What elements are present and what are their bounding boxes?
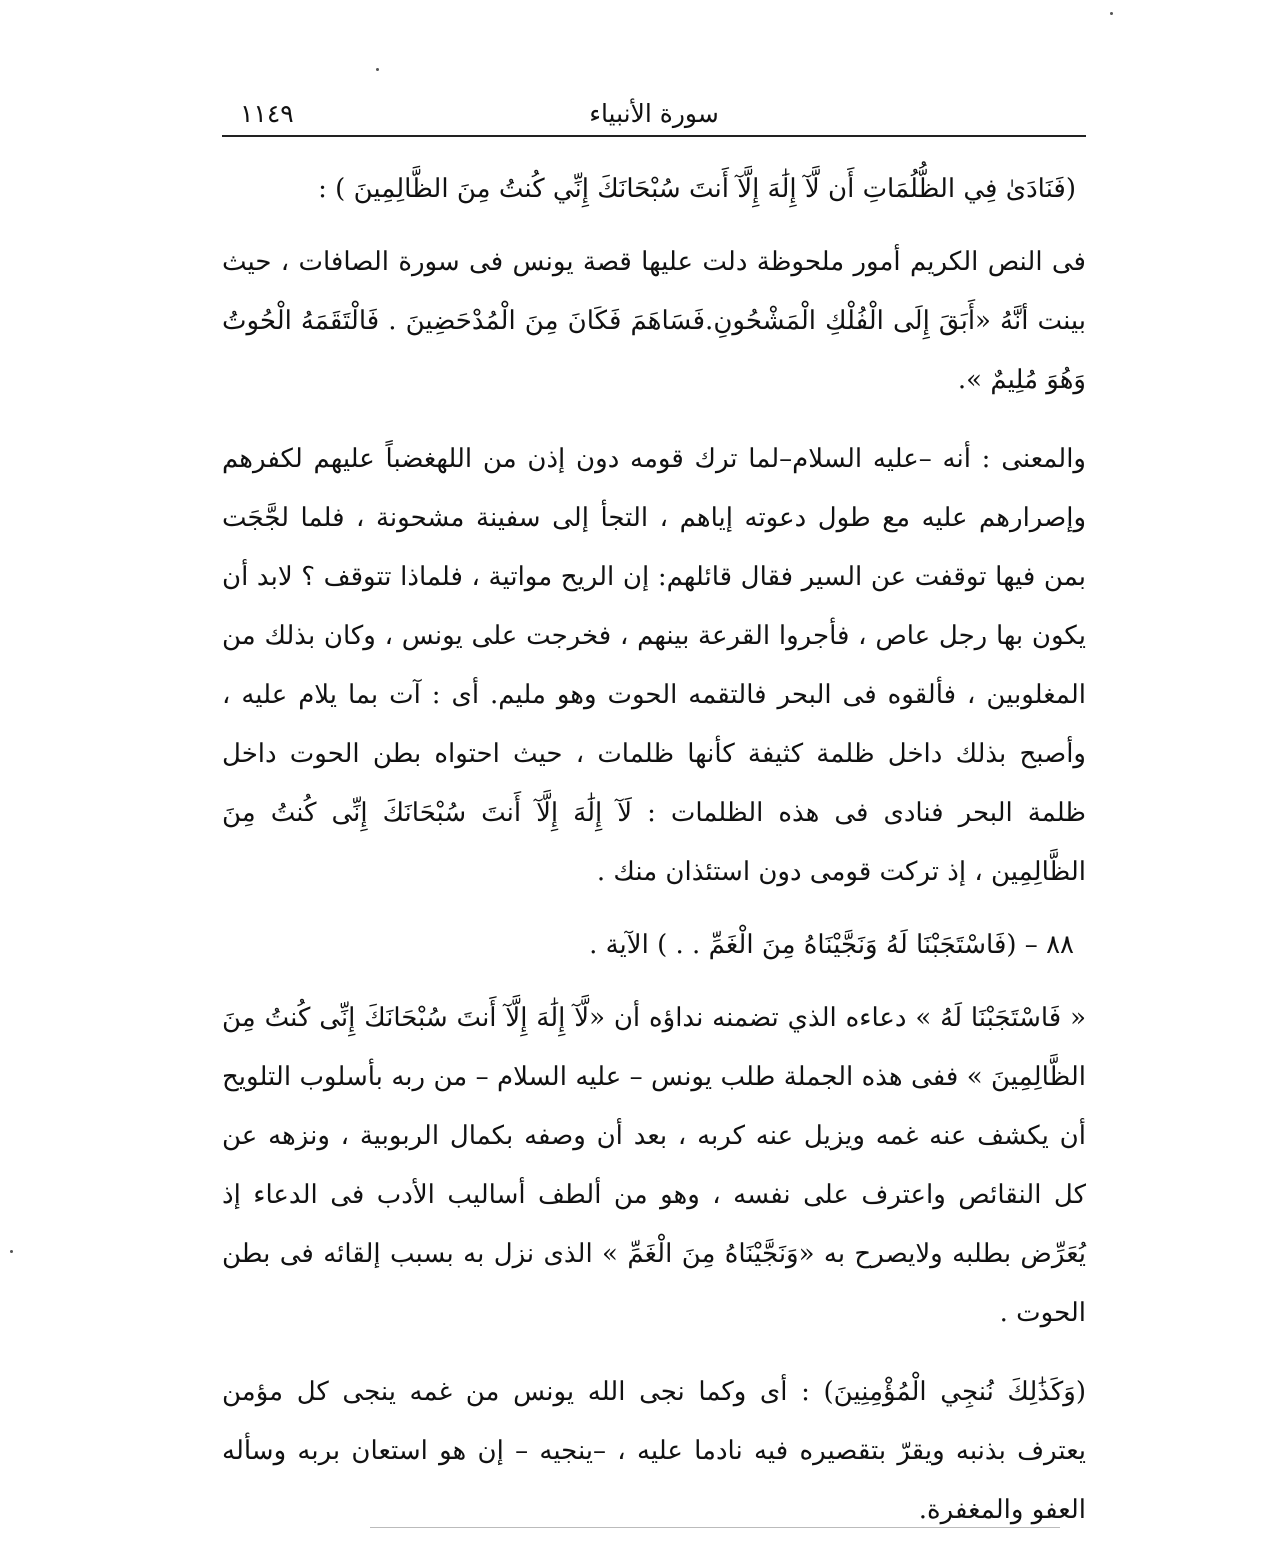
page-number: ١١٤٩ (240, 99, 294, 128)
header-rule (222, 135, 1086, 137)
spacer (222, 219, 1086, 233)
page-body (222, 160, 1086, 1540)
paragraph-4: (وَكَذَٰلِكَ نُنجِي الْمُؤْمِنِينَ) : أى وكما نجى الله يونس من غمه ينجى كل مؤمن يعترف بذنبه ويقرّ بتقصيره فيه نادما عليه ، –ينجيه – إن هو استعان بربه وسأله العفو والمغفرة. (222, 1377, 1086, 1525)
spacer (222, 902, 1086, 916)
paragraph-3: « فَاسْتَجَبْنَا لَهُ » دعاءه الذي تضمنه نداؤه أن «لَّآ إِلَٰهَ إِلَّآ أَنتَ سُبْحَانَكَ إِنِّى كُنتُ مِنَ الظَّالِمِينَ » ففى هذه الجملة طلب يونس – عليه السلام – من ربه بأسلوب التلويح أن يكشف عنه غمه ويزيل عنه كربه ، بعد أن وصفه بكمال الربوبية ، ونزهه عن كل النقائص واعترف على نفسه ، وهو من ألطف أساليب الأدب فى الدعاء إذ يُعَرِّض بطلبه ولايصرح به «وَنَجَّيْنَاهُ مِنَ الْغَمِّ » الذى نزل به بسبب إلقائه فى بطن الحوت . (222, 1003, 1086, 1328)
spacer (222, 410, 1086, 430)
scan-speck (376, 68, 379, 71)
surah-title: سورة الأنبياء (589, 99, 719, 128)
scan-speck (1110, 12, 1113, 15)
verse-87-text: (فَنَادَىٰ فِي الظُّلُمَاتِ أَن لَّآ إِلَٰهَ إِلَّآ أَنتَ سُبْحَانَكَ إِنِّي كُنتُ مِنَ الظَّالِمِينَ ) : (318, 174, 1076, 204)
spacer (222, 1343, 1086, 1363)
spacer (222, 975, 1086, 989)
scan-speck (10, 1250, 13, 1253)
bottom-rule (370, 1527, 1060, 1528)
paragraph-2: والمعنى : أنه –عليه السلام–لما ترك قومه دون إذن من اللهغضباً عليهم لكفرهم وإصرارهم عليه مع طول دعوته إياهم ، التجأ إلى سفينة مشحونة ، فلما لجَّجَت بمن فيها توقفت عن السير فقال قائلهم: إن الريح مواتية ، فلماذا تتوقف ؟ لابد أن يكون بها رجل عاص ، فأجروا القرعة بينهم ، فخرجت على يونس ، وكان بذلك من المغلوبين ، فألقوه فى البحر فالتقمه الحوت وهو مليم. أى : آت بما يلام عليه ، وأصبح بذلك داخل ظلمة كثيفة كأنها ظلمات ، حيث احتواه بطن الحوت داخل ظلمة البحر فنادى فى هذه الظلمات : لَآ إِلَٰهَ إِلَّآ أَنتَ سُبْحَانَكَ إِنِّى كُنتُ مِنَ الظَّالِمِين ، إذ تركت قومى دون استئذان منك . (222, 444, 1086, 887)
paragraph-1: فى النص الكريم أمور ملحوظة دلت عليها قصة يونس فى سورة الصافات ، حيث بينت أنَّهُ «أَبَقَ إِلَى الْفُلْكِ الْمَشْحُونِ.فَسَاهَمَ فَكَانَ مِنَ الْمُدْحَضِينَ . فَالْتَقَمَهُ الْحُوتُ وَهُوَ مُلِيمٌ ». (222, 247, 1086, 395)
page-header (222, 96, 1086, 132)
verse-88-heading: ٨٨ – (فَاسْتَجَبْنَا لَهُ وَنَجَّيْنَاهُ مِنَ الْغَمِّ . . ) الآية . (589, 930, 1074, 960)
